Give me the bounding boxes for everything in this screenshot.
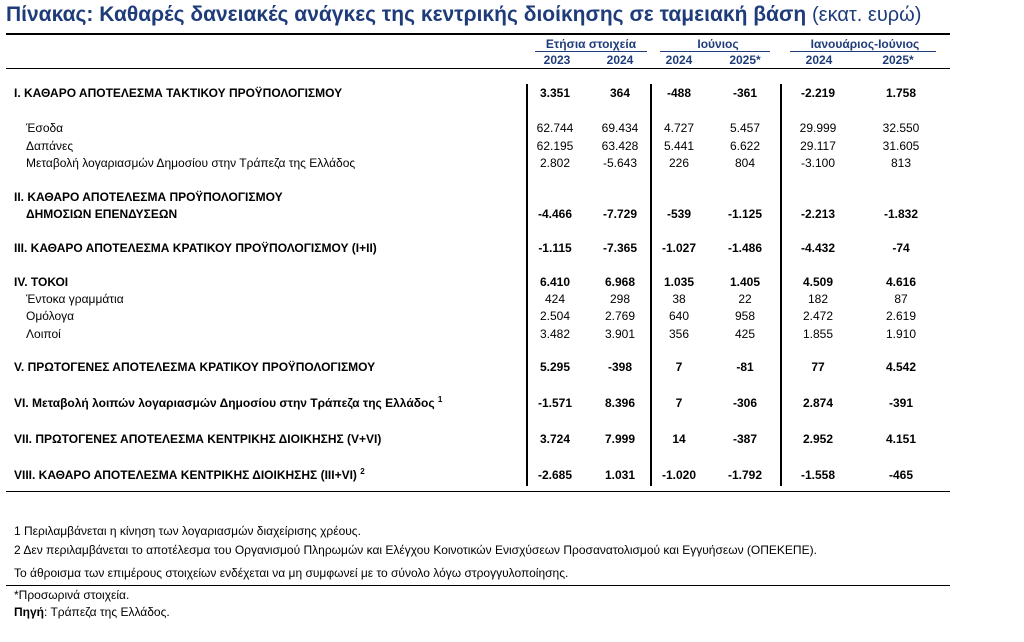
table-cell: 425 <box>734 327 756 341</box>
row-label-IV: IV. ΤΟΚΟΙ <box>14 275 69 289</box>
table-cell: -306 <box>732 396 758 410</box>
header-group-jan-june: Ιανουάριος-Ιούνιος <box>810 37 920 51</box>
table-cell: 29.999 <box>799 121 837 135</box>
table-cell: 63.428 <box>601 139 639 153</box>
table-cell: 14 <box>672 432 686 446</box>
source-label: Πηγή <box>14 605 44 619</box>
row-label-II-line2: ΔΗΜΟΣΙΩΝ ΕΠΕΝΔΥΣΕΩΝ <box>26 207 178 221</box>
row-label-other: Λοιποί <box>26 327 61 341</box>
row-label-treasury-bills: Έντοκα γραμμάτια <box>26 292 124 306</box>
table-cell: 5.457 <box>729 121 761 135</box>
footnote-1: 1 Περιλαμβάνεται η κίνηση των λογαριασμών διαχείρισης χρέους. <box>14 524 361 538</box>
table-cell: -2.213 <box>800 207 836 221</box>
table-cell: 2.619 <box>885 309 917 323</box>
header-year-2023: 2023 <box>543 53 571 67</box>
table-cell: 6.968 <box>604 275 636 289</box>
table-cell: 2.769 <box>604 309 636 323</box>
table-cell: 3.482 <box>539 327 571 341</box>
table-cell: -1.558 <box>800 468 836 482</box>
title-main: Πίνακας: Καθαρές δανειακές ανάγκες της κεντρικής διοίκησης σε ταμειακή βάση <box>6 3 807 26</box>
table-cell: 1.910 <box>885 327 917 341</box>
table-cell: 7.999 <box>604 432 636 446</box>
row-label-I: I. ΚΑΘΑΡΟ ΑΠΟΤΕΛΕΣΜΑ ΤΑΚΤΙΚΟΥ ΠΡΟΫΠΟΛΟΓΙΣΜΟΥ <box>14 86 343 100</box>
table-cell: -2.219 <box>800 86 836 100</box>
title-unit: (εκατ. ευρώ) <box>812 4 922 26</box>
header-year-2025-june: 2025* <box>729 53 761 67</box>
header-rule <box>6 68 950 69</box>
table-cell: -1.027 <box>661 241 697 255</box>
table-cell: 4.509 <box>802 275 834 289</box>
table-cell: 77 <box>811 360 825 374</box>
table-cell: -3.100 <box>800 156 836 170</box>
header-year-2024-june: 2024 <box>665 53 693 67</box>
table-cell: 38 <box>672 292 686 306</box>
page-title <box>6 3 921 27</box>
header-group-annual: Ετήσια στοιχεία <box>545 37 637 51</box>
table-cell: 69.434 <box>601 121 639 135</box>
row-label-VIII <box>14 468 365 482</box>
row-label-accounts-change: Μεταβολή λογαριασμών Δημοσίου στην Τράπεζα της Ελλάδος <box>26 156 356 170</box>
table-cell: 62.195 <box>536 139 574 153</box>
table-cell: 7 <box>675 396 683 410</box>
table-cell: 4.151 <box>885 432 917 446</box>
table-cell: 4.616 <box>885 275 917 289</box>
header-group-june: Ιούνιος <box>697 37 739 51</box>
table-cell: 364 <box>609 86 631 100</box>
table-cell: 31.605 <box>882 139 920 153</box>
table-cell: 640 <box>668 309 690 323</box>
table-cell: -539 <box>666 207 692 221</box>
table-cell: -5.643 <box>602 156 638 170</box>
table-cell: -2.685 <box>537 468 573 482</box>
footnote-2: 2 Δεν περιλαμβάνεται το αποτέλεσμα του Οργανισμού Πληρωμών και Ελέγχου Κοινοτικών Ενισχύσεων Προσανατολισμού και Εγγυήσεων (ΟΠΕΚΕΠΕ). <box>14 543 817 557</box>
table-cell: 4.727 <box>663 121 695 135</box>
row-label-revenue: Έσοδα <box>26 121 64 135</box>
row-label-bonds: Ομόλογα <box>26 309 75 323</box>
separator-june <box>780 84 782 486</box>
row-label-II: II. ΚΑΘΑΡΟ ΑΠΟΤΕΛΕΣΜΑ ΠΡΟΫΠΟΛΟΓΙΣΜΟΥ <box>14 190 283 204</box>
table-cell: -398 <box>607 360 633 374</box>
table-cell: -74 <box>892 241 910 255</box>
row-label-VIII-footnote: 2 <box>360 467 365 476</box>
table-cell: 29.117 <box>800 139 836 153</box>
table-cell: 5.441 <box>663 139 695 153</box>
table-cell: 424 <box>544 292 566 306</box>
table-cell: 2.504 <box>539 309 571 323</box>
table-cell: -81 <box>736 360 754 374</box>
table-cell: 8.396 <box>604 396 636 410</box>
table-cell: 6.622 <box>729 139 761 153</box>
table-cell: -4.466 <box>537 207 573 221</box>
row-label-V: V. ΠΡΩΤΟΓΕΝΕΣ ΑΠΟΤΕΛΕΣΜΑ ΚΡΑΤΙΚΟΥ ΠΡΟΫΠΟΛΟΓΙΣΜΟΥ <box>14 360 376 374</box>
row-label-III: III. ΚΑΘΑΡΟ ΑΠΟΤΕΛΕΣΜΑ ΚΡΑΤΙΚΟΥ ΠΡΟΫΠΟΛΟΓΙΣΜΟΥ (I+II) <box>14 241 377 255</box>
table-cell: -1.125 <box>727 207 763 221</box>
table-cell: 226 <box>668 156 690 170</box>
table-cell: -1.832 <box>883 207 919 221</box>
table-cell: 1.405 <box>729 275 761 289</box>
table-cell: -1.020 <box>661 468 697 482</box>
source-text: : Τράπεζα της Ελλάδος. <box>44 605 170 619</box>
rounding-note: Το άθροισμα των επιμέρους στοιχείων ενδέχεται να μη συμφωνεί με το σύνολο λόγω στρογγυλοποίησης. <box>14 566 569 580</box>
table-cell: -4.432 <box>800 241 836 255</box>
table-cell: 356 <box>668 327 690 341</box>
table-cell: 1.035 <box>663 275 695 289</box>
row-label-expenditure: Δαπάνες <box>26 139 74 153</box>
table-cell: -391 <box>888 396 914 410</box>
table-cell: 1.031 <box>604 468 636 482</box>
table-cell: 22 <box>738 292 752 306</box>
table-cell: -1.115 <box>538 241 572 255</box>
table-cell: 298 <box>609 292 631 306</box>
table-bottom-rule <box>6 491 950 492</box>
table-cell: 3.351 <box>539 86 571 100</box>
table-cell: 804 <box>734 156 756 170</box>
table-cell: 5.295 <box>539 360 571 374</box>
header-year-2025-jan-june: 2025* <box>882 53 914 67</box>
header-year-2024-jan-june: 2024 <box>805 53 833 67</box>
table-cell: 62.744 <box>536 121 574 135</box>
row-label-VI-text: VI. Μεταβολή λοιπών λογαριασμών Δημοσίου στην Τράπεζα της Ελλάδος <box>14 396 435 410</box>
notes-rule <box>6 585 950 586</box>
header-group-jan-june-rule <box>790 51 936 52</box>
table-cell: -1.792 <box>727 468 763 482</box>
table-cell: 3.724 <box>539 432 571 446</box>
source-note <box>14 605 170 619</box>
row-label-VI <box>14 396 442 410</box>
table-cell: 1.855 <box>802 327 834 341</box>
table-cell: 813 <box>890 156 912 170</box>
table-cell: -1.571 <box>537 396 573 410</box>
table-cell: -7.365 <box>602 241 638 255</box>
table-cell: -361 <box>732 86 758 100</box>
title-rule <box>6 33 950 35</box>
table-cell: 2.802 <box>539 156 571 170</box>
table-cell: -488 <box>666 86 692 100</box>
table-cell: 2.874 <box>802 396 834 410</box>
table-cell: 87 <box>894 292 908 306</box>
row-label-VI-footnote: 1 <box>437 395 443 404</box>
header-group-annual-rule <box>535 51 647 52</box>
provisional-note: *Προσωρινά στοιχεία. <box>14 588 130 602</box>
table-cell: 1.758 <box>885 86 917 100</box>
table-cell: 32.550 <box>882 121 920 135</box>
row-label-VII: VII. ΠΡΩΤΟΓΕΝΕΣ ΑΠΟΤΕΛΕΣΜΑ ΚΕΝΤΡΙΚΗΣ ΔΙΟΙΚΗΣΗΣ (V+VI) <box>14 432 382 446</box>
header-year-2024-annual: 2024 <box>606 53 634 67</box>
table-cell: 2.472 <box>802 309 834 323</box>
table-cell: 182 <box>807 292 829 306</box>
row-label-VIII-text: VIII. ΚΑΘΑΡΟ ΑΠΟΤΕΛΕΣΜΑ ΚΕΝΤΡΙΚΗΣ ΔΙΟΙΚΗΣΗΣ (III+VI) <box>14 468 357 482</box>
table-cell: 958 <box>734 309 756 323</box>
table-cell: -1.486 <box>727 241 763 255</box>
table-cell: -387 <box>732 432 758 446</box>
table-cell: 4.542 <box>885 360 917 374</box>
table-cell: -7.729 <box>602 207 638 221</box>
table-cell: 7 <box>675 360 683 374</box>
table-cell: 6.410 <box>539 275 571 289</box>
header-group-june-rule <box>660 51 770 52</box>
table-cell: -465 <box>888 468 914 482</box>
table-cell: 3.901 <box>604 327 636 341</box>
table-cell: 2.952 <box>802 432 834 446</box>
